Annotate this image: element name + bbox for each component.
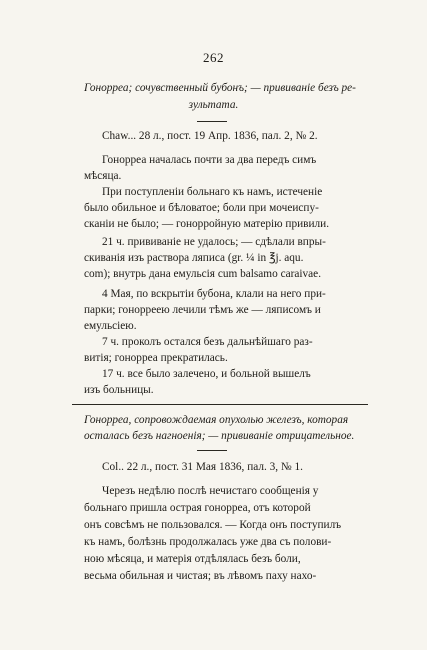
text-line: скиванія изъ раствора ляписа (gr. ¼ in ℥j. aqu. [84, 252, 304, 264]
text-line: весьма обильная и чистая; въ лѣвомъ паху нахо- [84, 570, 317, 582]
text-line: мѣсяца. [84, 170, 122, 182]
text-line: изъ больницы. [84, 384, 154, 396]
divider [197, 121, 227, 122]
page-number: 262 [203, 50, 224, 65]
text-line: онъ совсѣмъ не пользовался. — Когда онъ поступилъ [84, 519, 342, 531]
text-line: парки; гонорреею лечили тѣмъ же — ляписомъ и [84, 304, 321, 316]
divider [72, 404, 368, 405]
text-line: com); внутрь дана емульсія cum balsamo caraivae. [84, 268, 322, 280]
text-line: При поступленіи больнаго къ намъ, истеченіе [102, 186, 323, 198]
section-title: Гонорреа; сочувственный бубонъ; — прививаніе безъ ре- [84, 82, 356, 94]
section-title: Гонорреа, сопровождаемая опухолью железъ, которая [84, 414, 349, 426]
text-line: больнаго пришла острая гонорреа, отъ которой [84, 502, 311, 514]
text-line: 4 Мая, по вскрытіи бубона, клали на него при- [102, 288, 326, 300]
text-line: ною мѣсяца, и матерія отдѣлялась безъ боли, [84, 553, 301, 565]
case-header: Col.. 22 л., пост. 31 Мая 1836, пал. 3, № 1. [102, 461, 304, 473]
text-line: 7 ч. проколъ остался безъ дальнѣйшаго раз- [102, 336, 313, 348]
text-line: витія; гонорреа прекратилась. [84, 352, 228, 364]
text-line: 21 ч. прививаніе не удалось; — сдѣлали впры- [102, 236, 326, 248]
section-title: осталась безъ нагноенія; — прививаніе отрицательное. [84, 430, 355, 442]
text-line: Гонорреа началась почти за два передъ симъ [102, 154, 317, 166]
case-header: Chaw... 28 л., пост. 19 Апр. 1836, пал. 2, № 2. [102, 130, 318, 142]
text-line: емульсіею. [84, 320, 137, 332]
section-title: зультата. [188, 99, 239, 111]
text-line: Черезъ недѣлю послѣ нечистаго сообщенія у [102, 485, 319, 497]
text-line: было обильное и бѣловатое; боли при мочеиспу- [84, 202, 319, 214]
text-line: сканіи не было; — гонорройную матерію привили. [84, 218, 330, 230]
text-line: къ намъ, болѣзнь продолжалась уже два съ полови- [84, 536, 332, 548]
text-line: 17 ч. все было залечено, и больной вышелъ [102, 368, 311, 380]
divider [197, 450, 227, 451]
